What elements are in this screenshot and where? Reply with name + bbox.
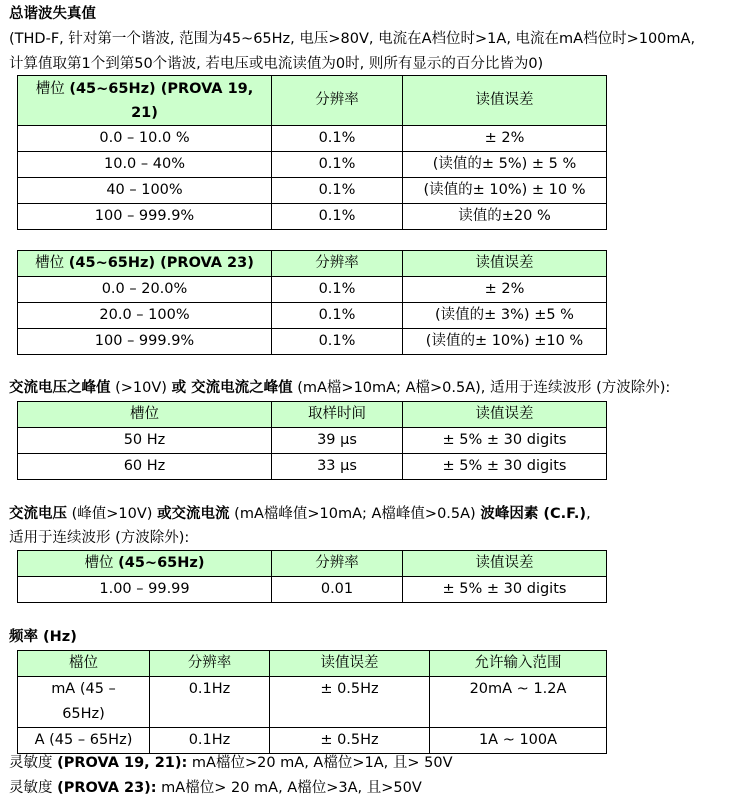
table-header-row <box>18 651 607 677</box>
table-row: 10.0 – 40% 0.1% (读值的± 5%) ± 5 % <box>18 152 607 178</box>
header-resolution: 分辨率 <box>272 76 403 126</box>
thd-table-2 <box>17 250 607 355</box>
table-row: 60 Hz 33 µs ± 5% ± 30 digits <box>18 454 607 480</box>
thd-desc-line1: (THD-F, 针对第一个谐波, 范围为45~65Hz, 电压>80V, 电流在A档位时>1A, 电流在mA档位时>100mA, <box>9 31 696 47</box>
peak-heading: 交流电压之峰值 (>10V) 或 交流电流之峰值 (mA檔>10mA; A檔>0.5A), 适用于连续波形 (方波除外): <box>9 380 671 396</box>
header-error: 读值误差 <box>403 551 607 577</box>
sensitivity-line-1: 灵敏度 (PROVA 19, 21): mA檔位>20 mA, A檔位>1A, 且> 50V <box>9 755 453 771</box>
table-row: 0.0 – 10.0 % 0.1% ± 2% <box>18 126 607 152</box>
sensitivity-line-2: 灵敏度 (PROVA 23): mA檔位> 20 mA, A檔位>3A, 且>50V <box>9 780 422 796</box>
cf-heading: 交流电压 (峰值>10V) 或交流电流 (mA檔峰值>10mA; A檔峰值>0.5A) 波峰因素 (C.F.), <box>9 506 591 522</box>
thd-desc-line2: 计算值取第1个到第50个谐波, 若电压或电流读值为0时, 则所有显示的百分比皆为0) <box>9 56 544 72</box>
table-header-row <box>18 551 607 577</box>
header-range: 槽位 (45~65Hz) (PROVA 19, 21) <box>18 76 272 126</box>
header-resolution: 分辨率 <box>150 651 270 677</box>
table-row: 1.00 – 99.99 0.01 ± 5% ± 30 digits <box>18 577 607 603</box>
header-input-range: 允许输入范围 <box>430 651 607 677</box>
thd-title: 总谐波失真值 <box>9 6 96 22</box>
table-row: 100 – 999.9% 0.1% (读值的± 10%) ±10 % <box>18 329 607 355</box>
table-header-row <box>18 402 607 428</box>
cf-table <box>17 550 607 603</box>
table-row: 40 – 100% 0.1% (读值的± 10%) ± 10 % <box>18 178 607 204</box>
thd-table-1 <box>17 75 607 230</box>
header-sample-time: 取样时间 <box>272 402 403 428</box>
header-error: 读值误差 <box>403 402 607 428</box>
table-header-row <box>18 76 607 126</box>
table-row: 0.0 – 20.0% 0.1% ± 2% <box>18 277 607 303</box>
table-row: 100 – 999.9% 0.1% 读值的±20 % <box>18 204 607 230</box>
cf-heading-line2: 适用于连续波形 (方波除外): <box>9 530 190 546</box>
header-error: 读值误差 <box>403 251 607 277</box>
header-error: 读值误差 <box>270 651 430 677</box>
peak-table <box>17 401 607 480</box>
table-row: 50 Hz 39 µs ± 5% ± 30 digits <box>18 428 607 454</box>
header-error: 读值误差 <box>403 76 607 126</box>
header-range: 槽位 (45~65Hz) <box>18 551 272 577</box>
header-range: 槽位 (45~65Hz) (PROVA 23) <box>18 251 272 277</box>
header-range: 槽位 <box>18 402 272 428</box>
table-row: A (45 – 65Hz) 0.1Hz ± 0.5Hz 1A ~ 100A <box>18 728 607 754</box>
header-range: 檔位 <box>18 651 150 677</box>
table-row: 20.0 – 100% 0.1% (读值的± 3%) ±5 % <box>18 303 607 329</box>
header-resolution: 分辨率 <box>272 551 403 577</box>
header-resolution: 分辨率 <box>272 251 403 277</box>
table-row: mA (45 – 65Hz) 0.1Hz ± 0.5Hz 20mA ~ 1.2A <box>18 677 607 728</box>
table-header-row <box>18 251 607 277</box>
freq-table <box>17 650 607 754</box>
freq-title: 频率 (Hz) <box>9 629 77 645</box>
